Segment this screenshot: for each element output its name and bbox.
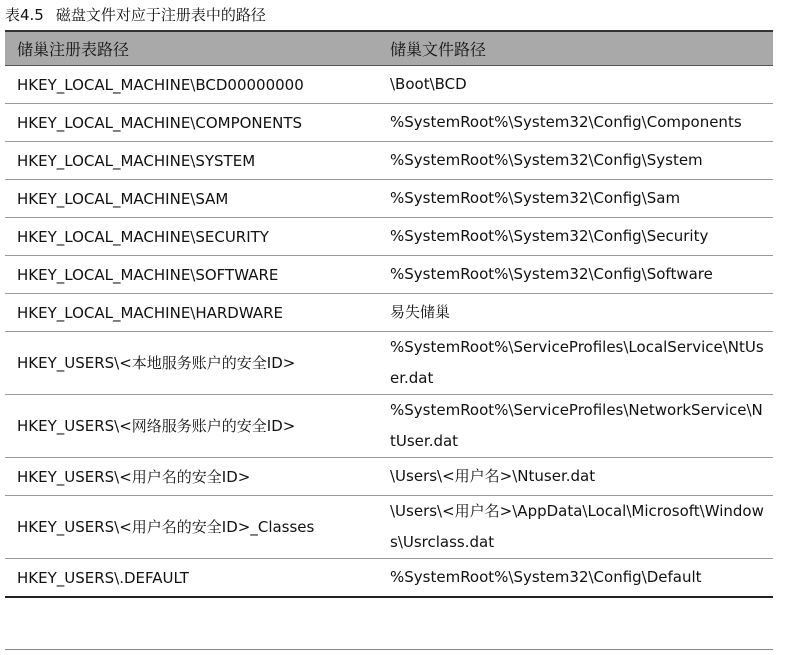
file-path-cell: %SystemRoot%\System32\Config\Components (380, 104, 773, 142)
registry-key-cell: HKEY_LOCAL_MACHINE\SOFTWARE (5, 256, 380, 294)
registry-key-cell: HKEY_LOCAL_MACHINE\BCD00000000 (5, 66, 380, 104)
file-path-cell: %SystemRoot%\ServiceProfiles\NetworkService\NtUser.dat (380, 395, 773, 458)
table-title: 磁盘文件对应于注册表中的路径 (55, 6, 266, 24)
table-header-row (5, 31, 773, 66)
registry-key-cell: HKEY_USERS\<本地服务账户的安全ID> (5, 332, 380, 395)
file-path-cell: \Users\<用户名>\AppData\Local\Microsoft\Windows\Usrclass.dat (380, 496, 773, 559)
table-row (5, 395, 773, 458)
table-row (5, 66, 773, 104)
registry-key-cell: HKEY_USERS\.DEFAULT (5, 559, 380, 598)
table-row (5, 458, 773, 496)
file-path-cell: %SystemRoot%\ServiceProfiles\LocalService\NtUser.dat (380, 332, 773, 395)
table-row (5, 496, 773, 559)
table-number: 表4.5 (5, 6, 44, 24)
registry-hive-table (5, 30, 773, 598)
registry-key-cell: HKEY_USERS\<用户名的安全ID>_Classes (5, 496, 380, 559)
file-path-cell: %SystemRoot%\System32\Config\Sam (380, 180, 773, 218)
table-row (5, 180, 773, 218)
file-path-cell: %SystemRoot%\System32\Config\System (380, 142, 773, 180)
file-path-cell: %SystemRoot%\System32\Config\Default (380, 559, 773, 598)
registry-key-cell: HKEY_LOCAL_MACHINE\SAM (5, 180, 380, 218)
registry-key-cell: HKEY_LOCAL_MACHINE\SYSTEM (5, 142, 380, 180)
table-row (5, 559, 773, 598)
column-header-registry-path: 储巢注册表路径 (5, 31, 380, 66)
registry-key-cell: HKEY_USERS\<用户名的安全ID> (5, 458, 380, 496)
table-row (5, 294, 773, 332)
column-header-file-path: 储巢文件路径 (380, 31, 773, 66)
table-row (5, 256, 773, 294)
registry-key-cell: HKEY_USERS\<网络服务账户的安全ID> (5, 395, 380, 458)
table-row (5, 218, 773, 256)
page-bottom-rule (5, 649, 773, 650)
registry-key-cell: HKEY_LOCAL_MACHINE\HARDWARE (5, 294, 380, 332)
table-row (5, 332, 773, 395)
registry-key-cell: HKEY_LOCAL_MACHINE\SECURITY (5, 218, 380, 256)
file-path-cell: 易失储巢 (380, 294, 773, 332)
registry-key-cell: HKEY_LOCAL_MACHINE\COMPONENTS (5, 104, 380, 142)
table-row (5, 104, 773, 142)
file-path-cell: \Users\<用户名>\Ntuser.dat (380, 458, 773, 496)
table-caption (5, 5, 266, 25)
file-path-cell: %SystemRoot%\System32\Config\Software (380, 256, 773, 294)
file-path-cell: %SystemRoot%\System32\Config\Security (380, 218, 773, 256)
table-row (5, 142, 773, 180)
file-path-cell: \Boot\BCD (380, 66, 773, 104)
